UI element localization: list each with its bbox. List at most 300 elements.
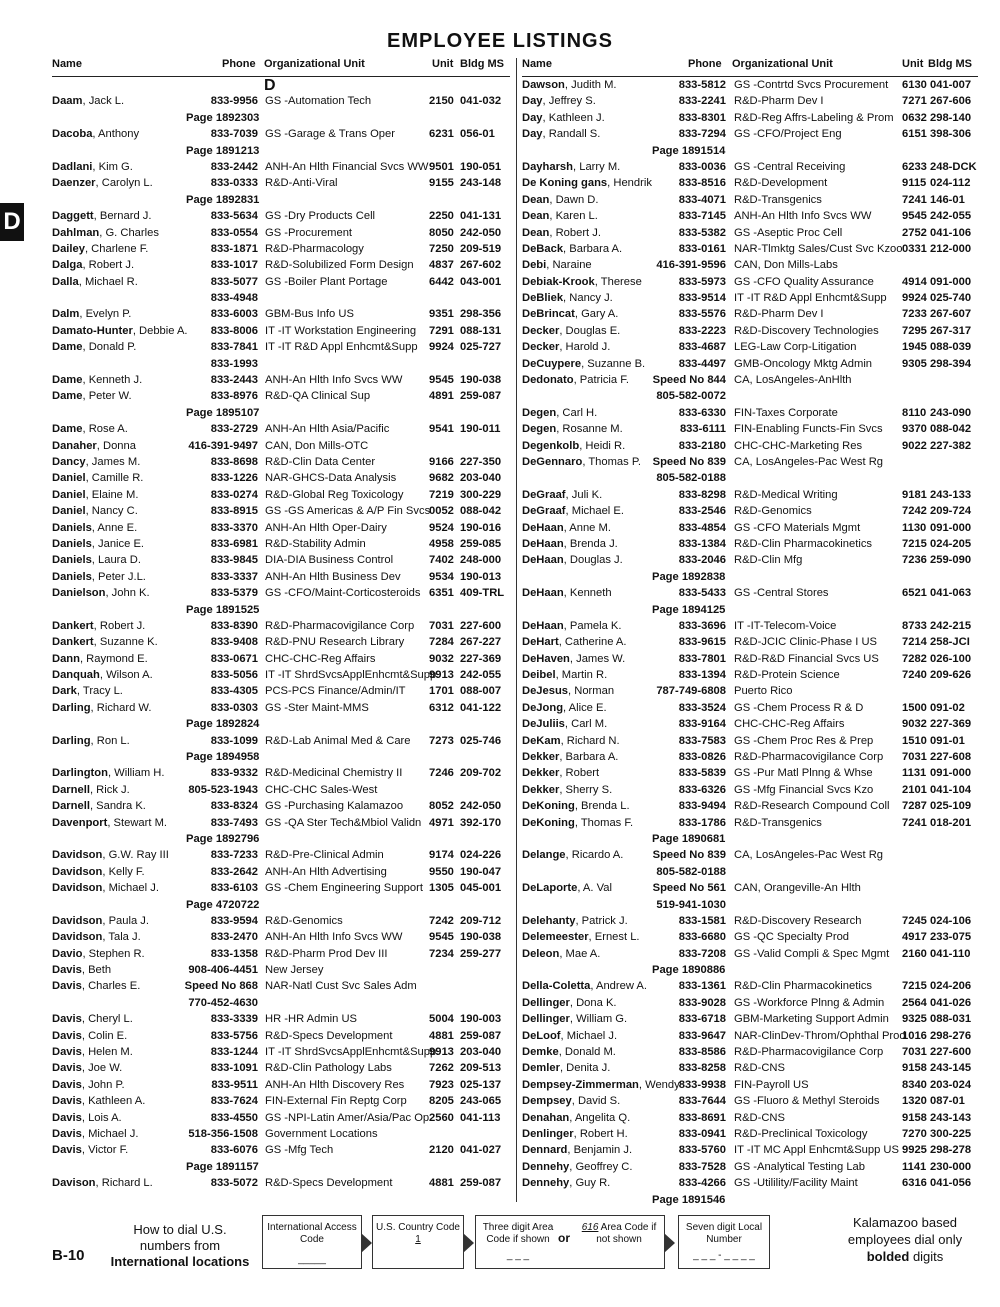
listing-row xyxy=(52,1078,510,1094)
first-name: , Jeffrey S. xyxy=(542,95,596,108)
unit-number: 7287 xyxy=(902,800,927,813)
org-unit: GS -Garage & Trans Oper xyxy=(265,128,395,141)
first-name: , Kenneth J. xyxy=(82,374,143,387)
unit-number: 1320 xyxy=(902,1095,927,1108)
phone-number: 833-1394 xyxy=(678,669,726,682)
employee-name xyxy=(52,965,111,976)
last-name: Delemeester xyxy=(522,931,589,944)
phone-number: 833-6103 xyxy=(210,882,258,895)
first-name: , Anne M. xyxy=(563,521,611,534)
first-name: , Bernard J. xyxy=(93,210,152,223)
first-name: , Paula J. xyxy=(102,914,149,927)
phone-number: 833-9514 xyxy=(678,292,726,305)
org-unit: GS -Pur Matl Plnng & Whse xyxy=(734,767,873,780)
page-number: B-10 xyxy=(52,1247,85,1264)
phone-number: 833-9845 xyxy=(210,554,258,567)
employee-name xyxy=(522,342,610,353)
bldg-ms: 203-024 xyxy=(930,1078,972,1091)
bldg-ms: 243-065 xyxy=(460,1095,502,1108)
employee-name xyxy=(522,1129,628,1140)
last-name: Darnell xyxy=(52,800,90,813)
first-name: , Mae A. xyxy=(559,947,601,960)
unit-number: 7270 xyxy=(902,1128,927,1140)
phone-number: 833-7624 xyxy=(210,1095,258,1108)
bldg-ms: 209-724 xyxy=(930,505,972,518)
unit-number: 9155 xyxy=(429,177,454,190)
first-name: , Ricardo A. xyxy=(565,849,624,862)
org-unit: R&D-Specs Development xyxy=(265,1029,393,1042)
bldg-ms: 398-306 xyxy=(930,128,972,141)
last-name: DeJesus xyxy=(522,685,569,698)
employee-name xyxy=(522,752,618,763)
phone-number: 833-7493 xyxy=(210,816,258,829)
box-label: Three digit Area Code if shown xyxy=(482,1222,554,1245)
unit-number: 0632 xyxy=(902,111,927,124)
listing-row xyxy=(52,307,510,323)
last-name: DeLoof xyxy=(522,1029,561,1042)
unit-number: 7250 xyxy=(429,242,454,255)
bldg-ms: 041-026 xyxy=(930,996,972,1009)
listing-row xyxy=(52,258,510,274)
listing-row xyxy=(522,455,978,471)
pager-row xyxy=(522,1193,978,1209)
bldg-ms: 203-040 xyxy=(460,472,502,485)
employee-name xyxy=(52,539,144,550)
org-unit: GS -Utilility/Facility Maint xyxy=(734,1177,858,1190)
org-unit: NAR-ClinDev-Throm/Ophthal Prod xyxy=(734,1029,906,1042)
listing-row xyxy=(52,127,510,143)
bldg-ms: 212-000 xyxy=(930,242,972,255)
first-name: , Norman xyxy=(568,685,615,698)
employee-name xyxy=(52,555,141,566)
unit-number: 9545 xyxy=(429,374,454,387)
employee-name xyxy=(52,96,124,107)
phone-number: Speed No 844 xyxy=(652,374,726,387)
last-name: DeLaporte xyxy=(522,882,578,895)
org-unit: GS -Chem Engineering Support xyxy=(265,882,423,895)
last-name: Davis xyxy=(52,1095,82,1108)
last-name: Dedonato xyxy=(522,374,574,387)
left-listing-column xyxy=(52,78,510,1193)
listing-row xyxy=(52,471,510,487)
first-name: , Jack L. xyxy=(82,95,125,108)
first-name: , Patrick J. xyxy=(575,914,628,927)
first-name: , Anthony xyxy=(92,128,140,141)
unit-number: 4917 xyxy=(902,931,927,944)
last-name: Davis xyxy=(52,964,82,977)
org-unit: R&D-Pharm Prod Dev III xyxy=(265,947,388,960)
pager-row xyxy=(522,144,978,160)
unit-number: 1510 xyxy=(902,734,927,747)
phone-number: 833-2241 xyxy=(678,95,726,108)
last-name: Dayharsh xyxy=(522,160,573,173)
unit-number: 7295 xyxy=(902,324,927,337)
first-name: , Carolyn L. xyxy=(95,177,153,190)
org-unit: Puerto Rico xyxy=(734,685,793,698)
first-name: , Geoffrey C. xyxy=(569,1160,633,1173)
phone-number: 833-3524 xyxy=(678,701,726,714)
employee-name xyxy=(522,588,612,599)
org-unit: R&D-Stability Admin xyxy=(265,537,366,550)
listing-row xyxy=(52,914,510,930)
bldg-ms: 041-106 xyxy=(930,226,972,239)
phone-number: 833-1384 xyxy=(678,537,726,550)
bldg-ms: 041-110 xyxy=(930,947,971,960)
phone-number: 833-1091 xyxy=(210,1062,258,1075)
unit-number: 9545 xyxy=(429,931,454,944)
box-label: U.S. Country Code xyxy=(376,1222,460,1233)
first-name: , Douglas J. xyxy=(563,554,623,567)
last-name: Dekker xyxy=(522,767,560,780)
employee-name xyxy=(522,1063,610,1074)
unit-number: 4958 xyxy=(429,537,454,550)
listing-row xyxy=(52,504,510,520)
last-name: DeGraaf xyxy=(522,488,566,501)
pager-number: Page 4720722 xyxy=(186,898,260,911)
org-unit: GS -Mfg Tech xyxy=(265,1144,334,1157)
last-name: Denlinger xyxy=(522,1128,574,1140)
org-unit: HR -HR Admin US xyxy=(265,1013,358,1026)
first-name: , Guy R. xyxy=(569,1177,611,1190)
employee-name xyxy=(522,228,601,239)
org-unit: IT -IT MC Appl Enhcmt&Supp US xyxy=(734,1144,899,1157)
bldg-ms: 267-602 xyxy=(460,259,502,272)
org-unit: GS -CFO/Maint-Corticosteroids xyxy=(265,587,421,600)
bldg-ms: 258-JCI xyxy=(930,636,970,649)
first-name: , Kim G. xyxy=(92,160,133,173)
phone-number: 833-6003 xyxy=(210,308,258,321)
employee-name xyxy=(52,424,128,435)
last-name: Demke xyxy=(522,1046,559,1059)
first-name: , Harold J. xyxy=(559,341,611,354)
employee-name xyxy=(522,293,613,304)
phone-number: 833-0161 xyxy=(678,242,726,255)
listing-row xyxy=(52,357,510,373)
phone-number: 833-5433 xyxy=(678,587,726,600)
last-name: Davidson xyxy=(52,914,103,927)
last-name: Dame xyxy=(52,374,83,387)
last-name: DeBack xyxy=(522,242,564,255)
bldg-ms: 227-382 xyxy=(930,439,972,452)
pager-number: Page 1891213 xyxy=(186,144,260,157)
org-unit: IT -IT-Telecom-Voice xyxy=(734,619,837,632)
phone-number: 833-1871 xyxy=(210,242,258,255)
listing-row xyxy=(52,635,510,651)
unit-number: 9550 xyxy=(429,865,454,878)
unit-number: 6316 xyxy=(902,1177,927,1190)
employee-name xyxy=(522,932,640,943)
last-name: Dalga xyxy=(52,259,83,272)
unit-number: 7215 xyxy=(902,537,927,550)
phone-number: 833-5812 xyxy=(678,79,726,91)
listing-row xyxy=(52,799,510,815)
last-name: Dankert xyxy=(52,619,94,632)
first-name: , Thomas F. xyxy=(574,816,634,829)
bldg-ms: 300-225 xyxy=(930,1128,972,1140)
first-name: , Larry M. xyxy=(573,160,621,173)
pager-row xyxy=(52,144,510,160)
unit-number: 9174 xyxy=(429,849,454,862)
bldg-ms: 091-000 xyxy=(930,275,972,288)
pager-number: Page 1891157 xyxy=(186,1160,259,1173)
org-unit: LEG-Law Corp-Litigation xyxy=(734,341,857,354)
org-unit: ANH-An Hlth Advertising xyxy=(265,865,387,878)
bldg-ms: 298-276 xyxy=(930,1029,972,1042)
listing-row xyxy=(522,816,978,832)
last-name: Dahlman xyxy=(52,226,100,239)
bldg-ms: 259-087 xyxy=(460,390,502,403)
last-name: DeGennaro xyxy=(522,455,583,468)
employee-name xyxy=(52,818,167,829)
first-name: , Raymond E. xyxy=(79,652,148,665)
unit-number: 7273 xyxy=(429,734,454,747)
pager-row xyxy=(52,193,510,209)
last-name: Dean xyxy=(522,210,550,223)
unit-number: 1305 xyxy=(429,882,454,895)
listing-row xyxy=(52,1127,510,1143)
unit-number: 9158 xyxy=(902,1111,927,1124)
first-name: , Carl H. xyxy=(556,406,598,419)
unit-number: 2560 xyxy=(429,1111,454,1124)
pager-number: Page 1891546 xyxy=(652,1193,726,1206)
phone-number: 833-6718 xyxy=(678,1013,726,1026)
last-name: DeBliek xyxy=(522,292,564,305)
pager-row xyxy=(522,832,978,848)
pager-number: Page 1892303 xyxy=(186,111,260,124)
employee-name xyxy=(52,309,131,320)
first-name: , Suzanne B. xyxy=(581,357,646,370)
org-unit: IT -IT R&D Appl Enhcmt&Supp xyxy=(265,341,418,354)
phone-number: 833-7294 xyxy=(678,128,726,141)
first-name: , Anne E. xyxy=(91,521,138,534)
org-unit: R&D-QA Clinical Sup xyxy=(265,390,371,403)
last-name: Dankert xyxy=(52,636,94,649)
last-name: Dennard xyxy=(522,1144,568,1157)
local-number-box xyxy=(678,1215,770,1269)
org-unit: GS -Workforce Plnng & Admin xyxy=(734,996,885,1009)
phone-number: 833-0303 xyxy=(210,701,258,714)
listing-row xyxy=(522,111,978,127)
last-name: Davis xyxy=(52,1128,82,1140)
phone-number: 833-9164 xyxy=(678,718,726,731)
org-unit: IT -IT ShrdSvcsApplEnhcmt&Supp xyxy=(265,1046,437,1059)
org-unit: GBM-Bus Info US xyxy=(265,308,354,321)
last-name: DeBrincat xyxy=(522,308,575,321)
last-name: Dean xyxy=(522,226,550,239)
phone-number: 833-5382 xyxy=(678,226,726,239)
pager-number: Page 1891525 xyxy=(186,603,260,616)
employee-name xyxy=(52,768,165,779)
employee-name xyxy=(522,981,647,992)
first-name: , Brenda L. xyxy=(574,800,630,813)
org-unit: CHC-CHC Sales-West xyxy=(265,783,378,796)
employee-name xyxy=(52,654,148,665)
pager-row xyxy=(52,750,510,766)
bldg-ms: 259-277 xyxy=(460,947,502,960)
org-unit: GS -CFO Quality Assurance xyxy=(734,275,874,288)
unit-number: 7240 xyxy=(902,669,927,682)
first-name: , Suzanne K. xyxy=(93,636,158,649)
phone-number: 833-6680 xyxy=(678,931,726,944)
phone-number: 416-391-9596 xyxy=(656,259,726,272)
last-name: Dalla xyxy=(52,275,79,288)
org-unit: R&D-Medicinal Chemistry II xyxy=(265,767,403,780)
first-name: , Michael R. xyxy=(78,275,138,288)
last-name: DeKam xyxy=(522,734,561,747)
listing-row xyxy=(52,553,510,569)
employee-name xyxy=(52,244,148,255)
last-name: Decker xyxy=(522,324,560,337)
employee-name xyxy=(52,621,145,632)
bldg-ms: 209-626 xyxy=(930,669,972,682)
last-name: DeJong xyxy=(522,701,564,714)
unit-number: 4881 xyxy=(429,1177,454,1190)
employee-name xyxy=(52,178,153,189)
unit-number: 4891 xyxy=(429,390,454,403)
org-unit: R&D-Clin Pathology Labs xyxy=(265,1062,392,1075)
unit-number: 6442 xyxy=(429,275,454,288)
bldg-ms: 267-606 xyxy=(930,95,972,108)
bldg-ms: 025-740 xyxy=(930,292,972,305)
org-unit: GS -Fluoro & Methyl Steroids xyxy=(734,1095,880,1108)
bldg-ms: 190-047 xyxy=(460,865,502,878)
box-blank: _____ xyxy=(298,1254,326,1265)
last-name: Davis xyxy=(52,1062,82,1075)
bldg-ms: 041-113 xyxy=(460,1111,501,1124)
phone-number: 833-5072 xyxy=(210,1177,258,1190)
last-name: Daniels xyxy=(52,570,92,583)
last-name: DeHaven xyxy=(522,652,570,665)
unit-number: 7241 xyxy=(902,193,927,206)
bldg-ms: 233-075 xyxy=(930,931,972,944)
header-name: Name xyxy=(522,58,552,70)
employee-name xyxy=(522,424,623,435)
last-name: Davenport xyxy=(52,816,108,829)
first-name: , Denita J. xyxy=(559,1062,611,1075)
listing-row xyxy=(522,439,978,455)
phone-number: 833-9332 xyxy=(210,767,258,780)
first-name: , Charlene F. xyxy=(84,242,149,255)
first-name: , John P. xyxy=(81,1078,125,1091)
last-name: Dellinger xyxy=(522,1013,570,1026)
kzoo-digits-word: digits xyxy=(912,1249,944,1264)
pager-row xyxy=(52,1160,510,1176)
last-name: DeCuypere xyxy=(522,357,582,370)
phone-number: 833-5379 xyxy=(210,587,258,600)
bldg-ms: 025-746 xyxy=(460,734,502,747)
bldg-ms: 267-227 xyxy=(460,636,502,649)
employee-name xyxy=(522,490,602,501)
unit-number: 9032 xyxy=(429,652,454,665)
employee-name xyxy=(522,686,614,697)
phone-number: 833-2223 xyxy=(678,324,726,337)
phone-number: 833-9647 xyxy=(678,1029,726,1042)
unit-number: 4971 xyxy=(429,816,454,829)
phone-number: 833-0554 xyxy=(210,226,258,239)
bldg-ms: 242-050 xyxy=(460,800,502,813)
phone-number: 833-1017 xyxy=(210,259,258,272)
last-name: Daniel xyxy=(52,505,86,518)
bldg-ms: 091-02 xyxy=(930,701,965,714)
employee-name xyxy=(52,211,151,222)
first-name: , Ernest L. xyxy=(588,931,640,944)
org-unit: R&D-R&D Financial Svcs US xyxy=(734,652,879,665)
header-unit: Unit xyxy=(902,58,924,70)
unit-number: 9022 xyxy=(902,439,927,452)
listing-row xyxy=(522,734,978,750)
employee-name xyxy=(522,457,641,468)
listing-row xyxy=(522,1160,978,1176)
employee-name xyxy=(522,375,629,386)
phone-number: 833-5634 xyxy=(210,210,258,223)
listing-row xyxy=(522,373,978,389)
org-unit: R&D-Clin Mfg xyxy=(734,554,803,567)
bldg-ms: 227-600 xyxy=(930,1046,972,1059)
listing-row xyxy=(52,766,510,782)
last-name: Dadlani xyxy=(52,160,93,173)
phone-number: 519-941-1030 xyxy=(656,898,726,911)
phone-number: 833-1581 xyxy=(678,914,726,927)
first-name: , Hendrik xyxy=(607,177,652,190)
listing-row xyxy=(52,1045,510,1061)
phone-number: 833-7233 xyxy=(210,849,258,862)
employee-name xyxy=(52,785,130,796)
kzoo-line: employees dial only xyxy=(847,1232,963,1247)
org-unit: GS -QC Specialty Prod xyxy=(734,931,850,944)
phone-number: 833-4071 xyxy=(678,193,726,206)
bldg-ms: 087-01 xyxy=(930,1095,965,1108)
listing-row xyxy=(522,586,978,602)
phone-number: Speed No 561 xyxy=(652,882,726,895)
unit-number: 1130 xyxy=(902,521,927,534)
phone-number: 833-7644 xyxy=(678,1095,726,1108)
phone-number: 833-0036 xyxy=(678,160,726,173)
last-name: Dalm xyxy=(52,308,80,321)
employee-name xyxy=(52,228,159,239)
org-unit: ANH-An Hlth Discovery Res xyxy=(265,1078,405,1091)
listing-row xyxy=(52,521,510,537)
listing-row xyxy=(522,1127,978,1143)
first-name: , Michael J. xyxy=(560,1029,618,1042)
phone-number: Speed No 839 xyxy=(652,455,726,468)
employee-name xyxy=(522,1096,620,1107)
listing-row xyxy=(52,816,510,832)
first-name: , Peter J.L. xyxy=(91,570,146,583)
bldg-ms: 091-000 xyxy=(930,767,972,780)
bldg-ms: 227-350 xyxy=(460,455,502,468)
org-unit: R&D-Specs Development xyxy=(265,1177,393,1190)
listing-row xyxy=(52,1094,510,1110)
first-name: , Robert H. xyxy=(573,1128,628,1140)
org-unit: GS -Valid Compli & Spec Mgmt xyxy=(734,947,890,960)
header-org: Organizational Unit xyxy=(264,58,365,70)
bldg-ms: 025-137 xyxy=(460,1078,502,1091)
org-unit: IT -IT Workstation Engineering xyxy=(265,324,417,337)
phone-number: 833-7801 xyxy=(678,652,726,665)
phone-number: 833-8915 xyxy=(210,505,258,518)
org-unit: R&D-Global Reg Toxicology xyxy=(265,488,404,501)
unit-number: 9501 xyxy=(429,160,454,173)
box-blank: _ _ _ xyxy=(506,1250,530,1261)
phone-number: 833-2642 xyxy=(210,865,258,878)
org-unit: R&D-Pharm Dev I xyxy=(734,95,824,108)
bldg-ms: 025-727 xyxy=(460,341,502,354)
bldg-ms: 088-007 xyxy=(460,685,502,698)
unit-number: 7242 xyxy=(902,505,927,518)
unit-number: 7242 xyxy=(429,914,454,927)
phone-number: 833-9938 xyxy=(678,1078,726,1091)
last-name: Degen xyxy=(522,423,557,436)
